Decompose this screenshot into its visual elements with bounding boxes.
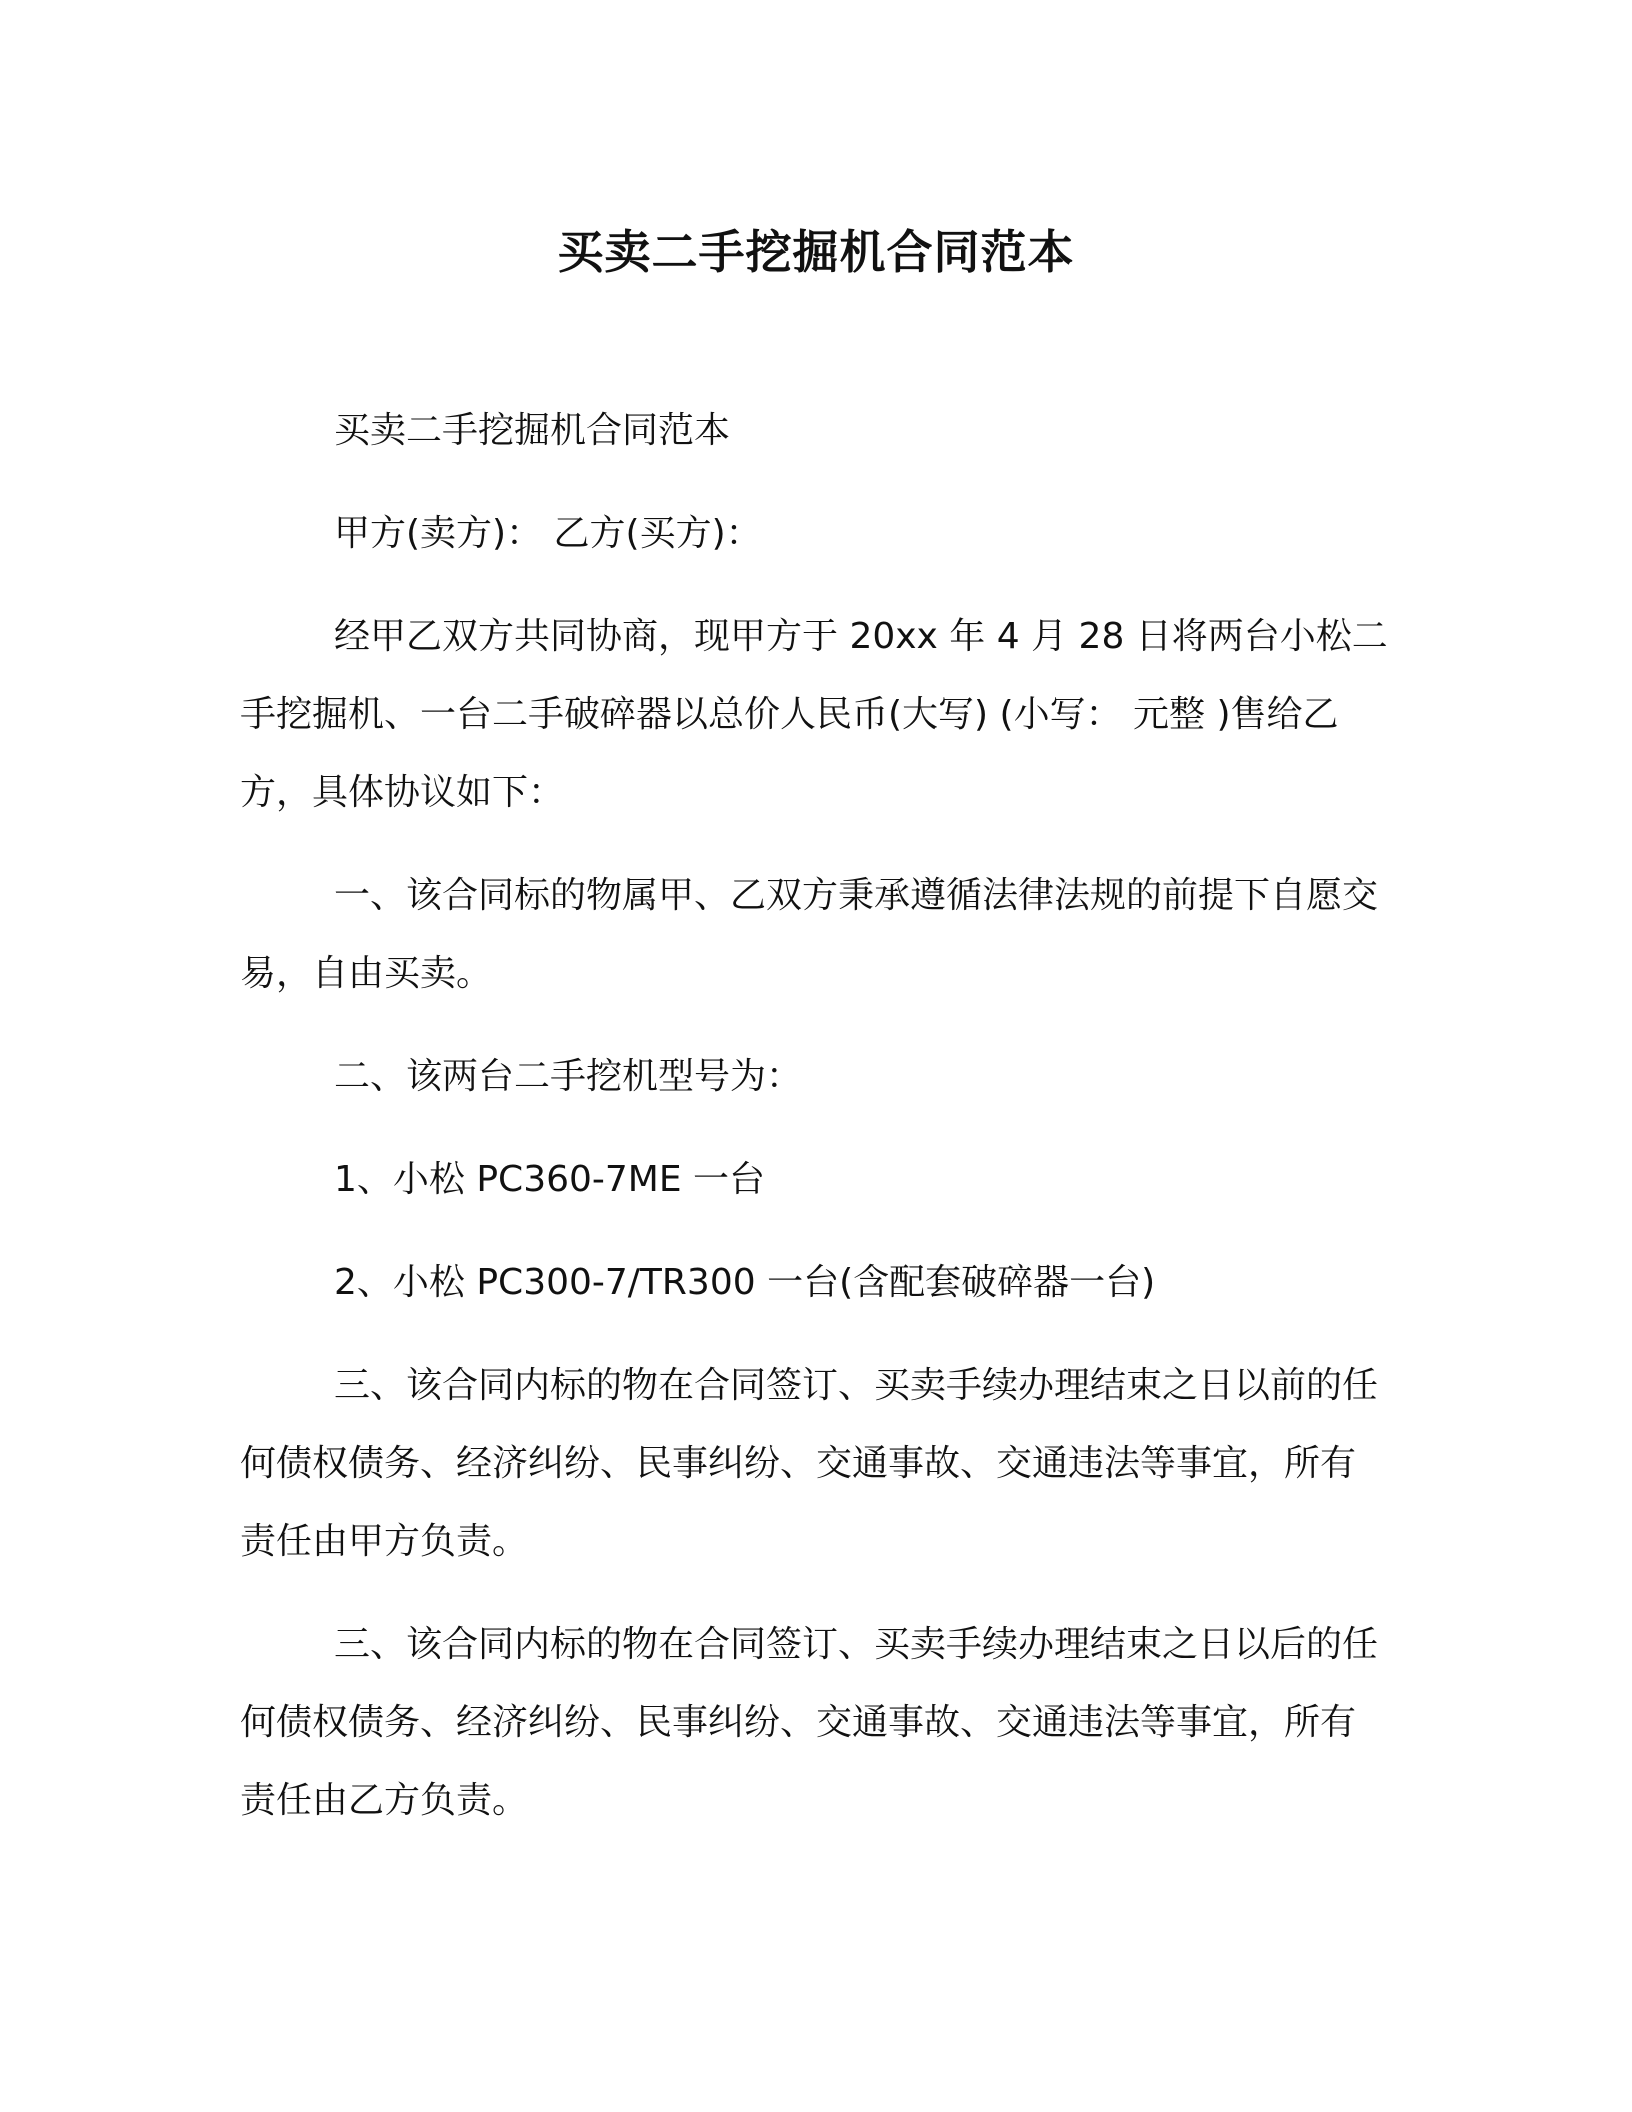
paragraph-clause-3b: 三、该合同内标的物在合同签订、买卖手续办理结束之日以后的任何债权债务、经济纠纷、民事纠纷、交通事故、交通违法等事宜，所有责任由乙方负责。	[240, 1624, 1379, 1821]
document-title: 买卖二手挖掘机合同范本	[557, 225, 1075, 279]
paragraph-clause-3a: 三、该合同内标的物在合同签订、买卖手续办理结束之日以前的任何债权债务、经济纠纷、民事纠纷、交通事故、交通违法等事宜，所有责任由甲方负责。	[240, 1365, 1379, 1562]
paragraph-model-1: 1、小松 PC360-7ME 一台	[334, 1159, 766, 1200]
paragraph-heading: 买卖二手挖掘机合同范本	[334, 410, 731, 451]
paragraph-model-2: 2、小松 PC300-7/TR300 一台(含配套破碎器一台)	[334, 1262, 1156, 1303]
document-body	[240, 392, 1390, 1865]
paragraph-clause-2: 二、该两台二手挖机型号为：	[334, 1056, 803, 1097]
paragraph-parties: 甲方(卖方)： 乙方(买方)：	[334, 513, 762, 554]
paragraph-clause-1: 一、该合同标的物属甲、乙双方秉承遵循法律法规的前提下自愿交易，自由买卖。	[240, 875, 1379, 994]
paragraph-intro: 经甲乙双方共同协商，现甲方于 20xx 年 4 月 28 日将两台小松二手挖掘机、一台二手破碎器以总价人民币(大写) (小写： 元整 )售给乙方，具体协议如下：	[240, 616, 1388, 813]
